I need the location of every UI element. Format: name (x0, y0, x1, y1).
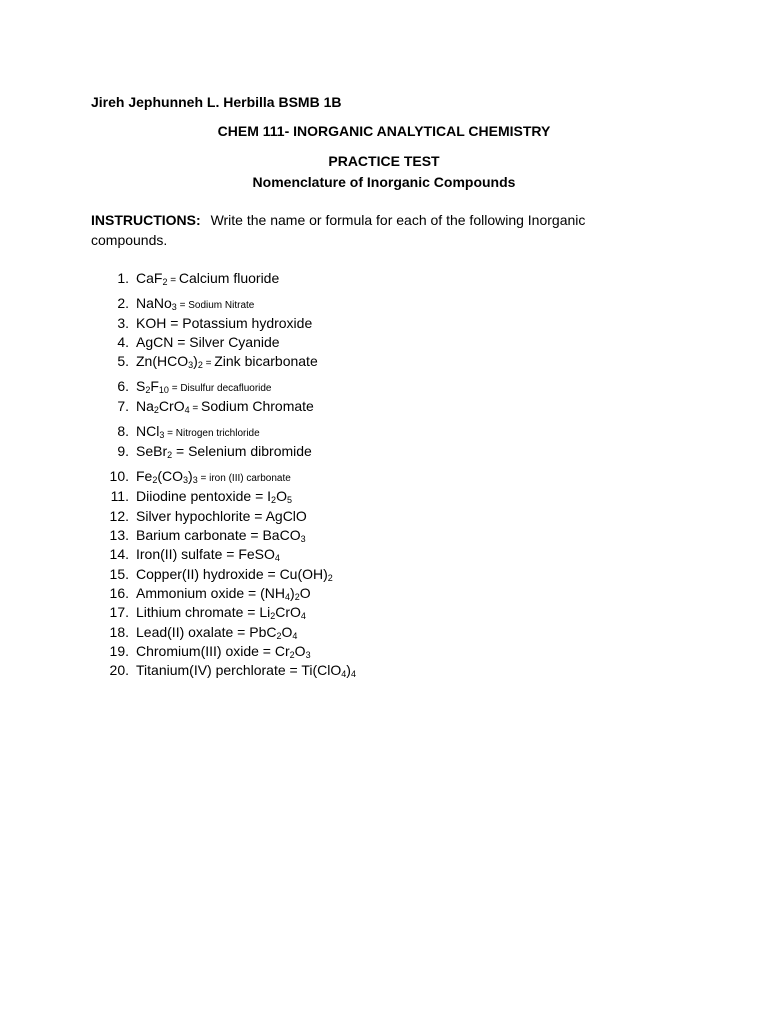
item-answer: $Na_2CrO_4$ = Sodium Chromate (136, 398, 314, 415)
item-answer: $Fe_2(CO_3)_3$ = iron (III) carbonate (136, 468, 291, 485)
item-number: 3. (117, 315, 129, 331)
item-number: 13. (109, 527, 129, 543)
item-number: 9. (117, 443, 129, 459)
item-answer: NCl$_3$ = Nitrogen trichloride (136, 423, 260, 440)
item-number: 20. (109, 662, 129, 678)
item-number: 11. (110, 488, 129, 504)
item-answer: NaNo$_3$ = Sodium Nitrate (136, 295, 255, 312)
course-title: CHEM 111- INORGANIC ANALYTICAL CHEMISTRY (217, 123, 551, 139)
item-answer: KOH = Potassium hydroxide (136, 315, 313, 331)
item-number: 5. (117, 353, 129, 369)
item-answer: Lead(II) oxalate = $PbC_2O_4$ (136, 624, 298, 641)
instructions-text: Write the name or formula for each of the following Inorganic compounds. (91, 212, 586, 248)
instructions (91, 210, 651, 250)
item-answer: Barium carbonate = BaCO$_3$ (136, 527, 306, 544)
item-answer: Lithium chromate = $Li_2CrO_4$ (136, 604, 306, 621)
item-number: 14. (109, 546, 129, 562)
item-answer: Ammonium oxide = $(NH_4)_2O$ (136, 585, 311, 602)
item-number: 19. (109, 643, 129, 659)
item-number: 15. (109, 566, 129, 582)
item-answer: AgCN = Silver Cyanide (136, 334, 280, 350)
item-number: 18. (109, 624, 129, 640)
item-number: 10. (109, 468, 129, 484)
item-number: 2. (117, 295, 129, 311)
item-number: 6. (117, 378, 129, 394)
item-answer: Silver hypochlorite = AgClO (136, 508, 307, 524)
item-answer: SeBr$_2$ = Selenium dibromide (136, 443, 312, 460)
author-line: Jireh Jephunneh L. Herbilla BSMB 1B (91, 94, 342, 110)
item-answer: Chromium(III) oxide = $Cr_2O_3$ (136, 643, 311, 660)
item-answer: $S_2F_{10}$ = Disulfur decafluoride (136, 378, 272, 395)
item-number: 7. (117, 398, 129, 414)
item-number: 4. (117, 334, 129, 350)
item-number: 16. (109, 585, 129, 601)
item-number: 8. (117, 423, 129, 439)
item-number: 12. (109, 508, 129, 524)
item-answer: Titanium(IV) perchlorate = $Ti(ClO_4)_4$ (136, 662, 356, 679)
item-answer: Copper(II) hydroxide = $Cu(OH)_2$ (136, 566, 333, 583)
item-number: 17. (109, 604, 129, 620)
item-answer: Diiodine pentoxide = $I_2O_5$ (136, 488, 292, 505)
item-answer: $Zn(HCO_3)_2$ = Zink bicarbonate (136, 353, 318, 370)
item-number: 1. (117, 270, 129, 286)
item-answer: Iron(II) sulfate = FeSO$_4$ (136, 546, 280, 563)
test-subtitle: Nomenclature of Inorganic Compounds (252, 174, 516, 190)
instructions-label: INSTRUCTIONS: (91, 212, 201, 228)
item-answer: CaF$_2$ = Calcium fluoride (136, 270, 280, 287)
test-title: PRACTICE TEST (328, 153, 440, 169)
